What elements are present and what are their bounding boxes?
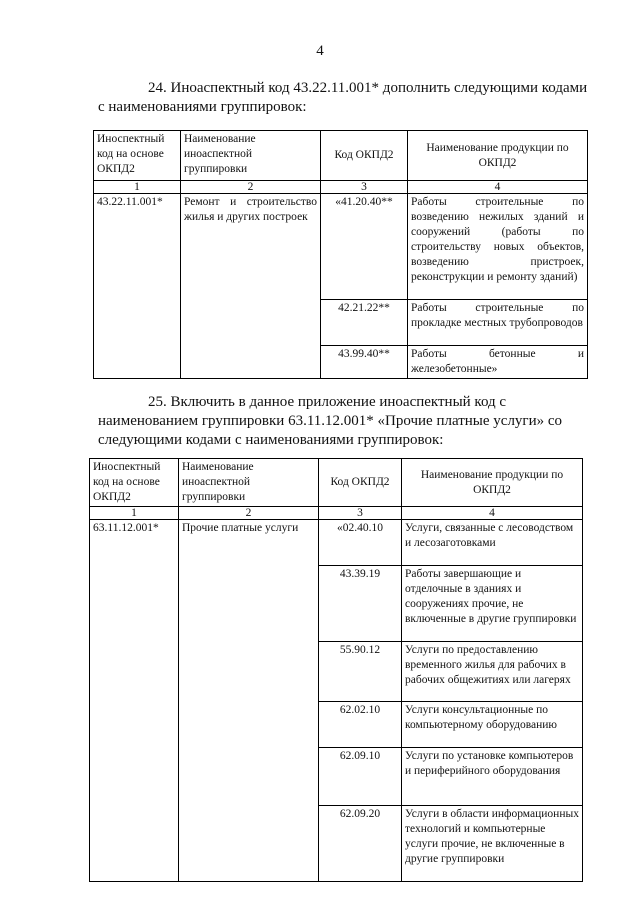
header-cell: Наименование продукции по ОКПД2 (408, 131, 588, 181)
page-number: 4 (316, 43, 324, 59)
column-number: 3 (321, 181, 408, 194)
group-code-cell: 63.11.12.001* (90, 520, 179, 882)
item-24-line1: 24. Иноаспектный код 43.22.11.001* дополнить следующими кодами (148, 80, 588, 96)
product-name-cell: Услуги по предоставлению временного жилья для рабочих в рабочих общежитиях или лагерях (402, 642, 583, 702)
product-name-cell: Работы строительные по возведению нежилых зданий и сооружений (работы по строительству новых объектов, возведению пристроек, реконструкции и ремонту зданий) (408, 194, 588, 300)
header-cell: Наименование иноаспектной группировки (179, 459, 319, 507)
item-25-text (98, 393, 604, 450)
product-name-cell: Работы строительные по прокладке местных трубопроводов (408, 300, 588, 346)
column-number: 4 (408, 181, 588, 194)
okpd-code-cell: 43.39.19 (319, 566, 402, 642)
item-25-line3: следующими кодами с наименованиями группировок: (98, 432, 444, 448)
product-name-cell: Услуги, связанные с лесоводством и лесозаготовками (402, 520, 583, 566)
header-cell: Иноспектный код на основе ОКПД2 (94, 131, 181, 181)
okpd-code-cell: 62.09.10 (319, 748, 402, 806)
group-name-cell: Ремонт и строительство жилья и других построек (181, 194, 321, 379)
okpd-table-24 (93, 130, 588, 379)
okpd-code-cell: 42.21.22** (321, 300, 408, 346)
column-number: 4 (402, 507, 583, 520)
okpd-code-cell: 62.02.10 (319, 702, 402, 748)
okpd-code-cell: «02.40.10 (319, 520, 402, 566)
group-code-cell: 43.22.11.001* (94, 194, 181, 379)
column-number: 1 (94, 181, 181, 194)
column-number: 3 (319, 507, 402, 520)
product-name-cell: Услуги в области информационных технологий и компьютерные услуги прочие, не включенные в другие группировки (402, 806, 583, 882)
table-row (90, 520, 583, 566)
header-cell: Наименование продукции по ОКПД2 (402, 459, 583, 507)
item-25-line1: 25. Включить в данное приложение иноаспектный код с (148, 394, 507, 410)
column-number: 2 (181, 181, 321, 194)
column-number-row (94, 181, 588, 194)
okpd-code-cell: 43.99.40** (321, 346, 408, 379)
column-number: 2 (179, 507, 319, 520)
item-25-line2: наименованием группировки 63.11.12.001* «Прочие платные услуги» со (98, 413, 563, 429)
okpd-code-cell: 55.90.12 (319, 642, 402, 702)
product-name-cell: Услуги по установке компьютеров и периферийного оборудования (402, 748, 583, 806)
header-cell: Наименование иноаспектной группировки (181, 131, 321, 181)
table-header-row (94, 131, 588, 181)
table-header-row (90, 459, 583, 507)
product-name-cell: Услуги консультационные по компьютерному оборудованию (402, 702, 583, 748)
item-24-text (98, 79, 604, 117)
group-name-cell: Прочие платные услуги (179, 520, 319, 882)
column-number-row (90, 507, 583, 520)
okpd-code-cell: 62.09.20 (319, 806, 402, 882)
product-name-cell: Работы бетонные и железобетонные» (408, 346, 588, 379)
item-24-line2: с наименованиями группировок: (98, 99, 307, 115)
product-name-cell: Работы завершающие и отделочные в зданиях и сооружениях прочие, не включенные в другие группировки (402, 566, 583, 642)
okpd-code-cell: «41.20.40** (321, 194, 408, 300)
header-cell: Код ОКПД2 (321, 131, 408, 181)
table-row (94, 194, 588, 300)
okpd-table-25 (89, 458, 583, 882)
header-cell: Код ОКПД2 (319, 459, 402, 507)
header-cell: Иноспектный код на основе ОКПД2 (90, 459, 179, 507)
column-number: 1 (90, 507, 179, 520)
